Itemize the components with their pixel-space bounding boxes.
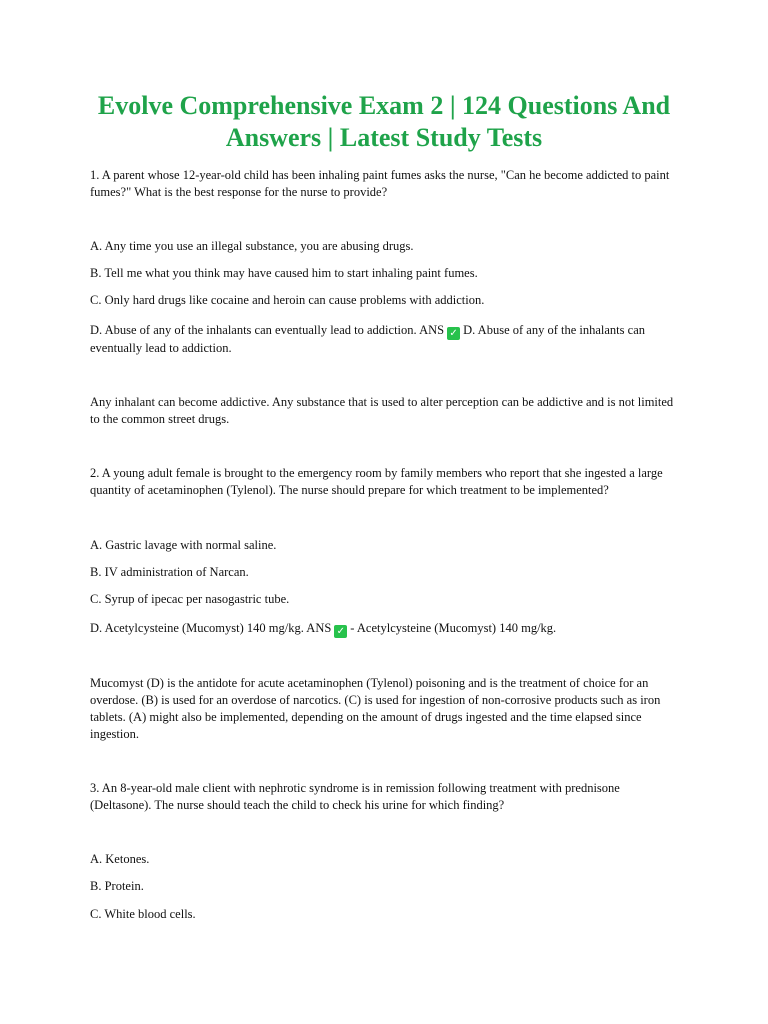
- question-1-option-d: [90, 322, 682, 357]
- check-icon: ✓: [334, 625, 347, 638]
- question-3-option-a: A. Ketones.: [90, 852, 150, 866]
- question-1-rationale: Any inhalant can become addictive. Any substance that is used to alter perception can be addictive and is not limited to the common street drugs.: [90, 395, 674, 426]
- question-2-option-a: A. Gastric lavage with normal saline.: [90, 538, 277, 552]
- question-1-option-d-text: D. Abuse of any of the inhalants can eventually lead to addiction. ANS: [90, 323, 445, 337]
- question-1-option-c: C. Only hard drugs like cocaine and heroin can cause problems with addiction.: [90, 293, 485, 307]
- question-2-answer: - Acetylcysteine (Mucomyst) 140 mg/kg.: [350, 621, 557, 635]
- check-icon: ✓: [447, 327, 460, 340]
- question-2-option-c: C. Syrup of ipecac per nasogastric tube.: [90, 592, 290, 606]
- question-1-option-a: A. Any time you use an illegal substance, you are abusing drugs.: [90, 239, 414, 253]
- question-3-option-c: C. White blood cells.: [90, 907, 196, 921]
- question-2-option-b: B. IV administration of Narcan.: [90, 565, 249, 579]
- question-2-option-d-text: D. Acetylcysteine (Mucomyst) 140 mg/kg. ANS: [90, 621, 332, 635]
- question-1-answer: D. Abuse of any of the inhalants can eventually lead to addiction.: [90, 323, 645, 355]
- question-2-option-d: [90, 620, 682, 638]
- document-title: Evolve Comprehensive Exam 2 | 124 Questions And Answers | Latest Study Tests: [97, 91, 671, 152]
- question-3-option-b: B. Protein.: [90, 879, 144, 893]
- question-2-rationale: Mucomyst (D) is the antidote for acute acetaminophen (Tylenol) poisoning and is the treatment of choice for an overdose. (B) is used for an overdose of narcotics. (C) is used for ingestion of non-corrosive products such as iron tablets. (A) might also be implemented, depending on the amount of drugs ingested and the time elapsed since ingestion.: [90, 676, 661, 741]
- question-1-stem: 1. A parent whose 12-year-old child has been inhaling paint fumes asks the nurse, "Can he become addicted to paint fumes?" What is the best response for the nurse to provide?: [90, 168, 670, 199]
- question-3-stem: 3. An 8-year-old male client with nephrotic syndrome is in remission following treatment with prednisone (Deltasone). The nurse should teach the child to check his urine for which finding?: [90, 781, 620, 812]
- question-1-option-b: B. Tell me what you think may have caused him to start inhaling paint fumes.: [90, 266, 478, 280]
- question-2-stem: 2. A young adult female is brought to the emergency room by family members who report that she ingested a large quantity of acetaminophen (Tylenol). The nurse should prepare for which treatment to be implemented?: [90, 466, 663, 497]
